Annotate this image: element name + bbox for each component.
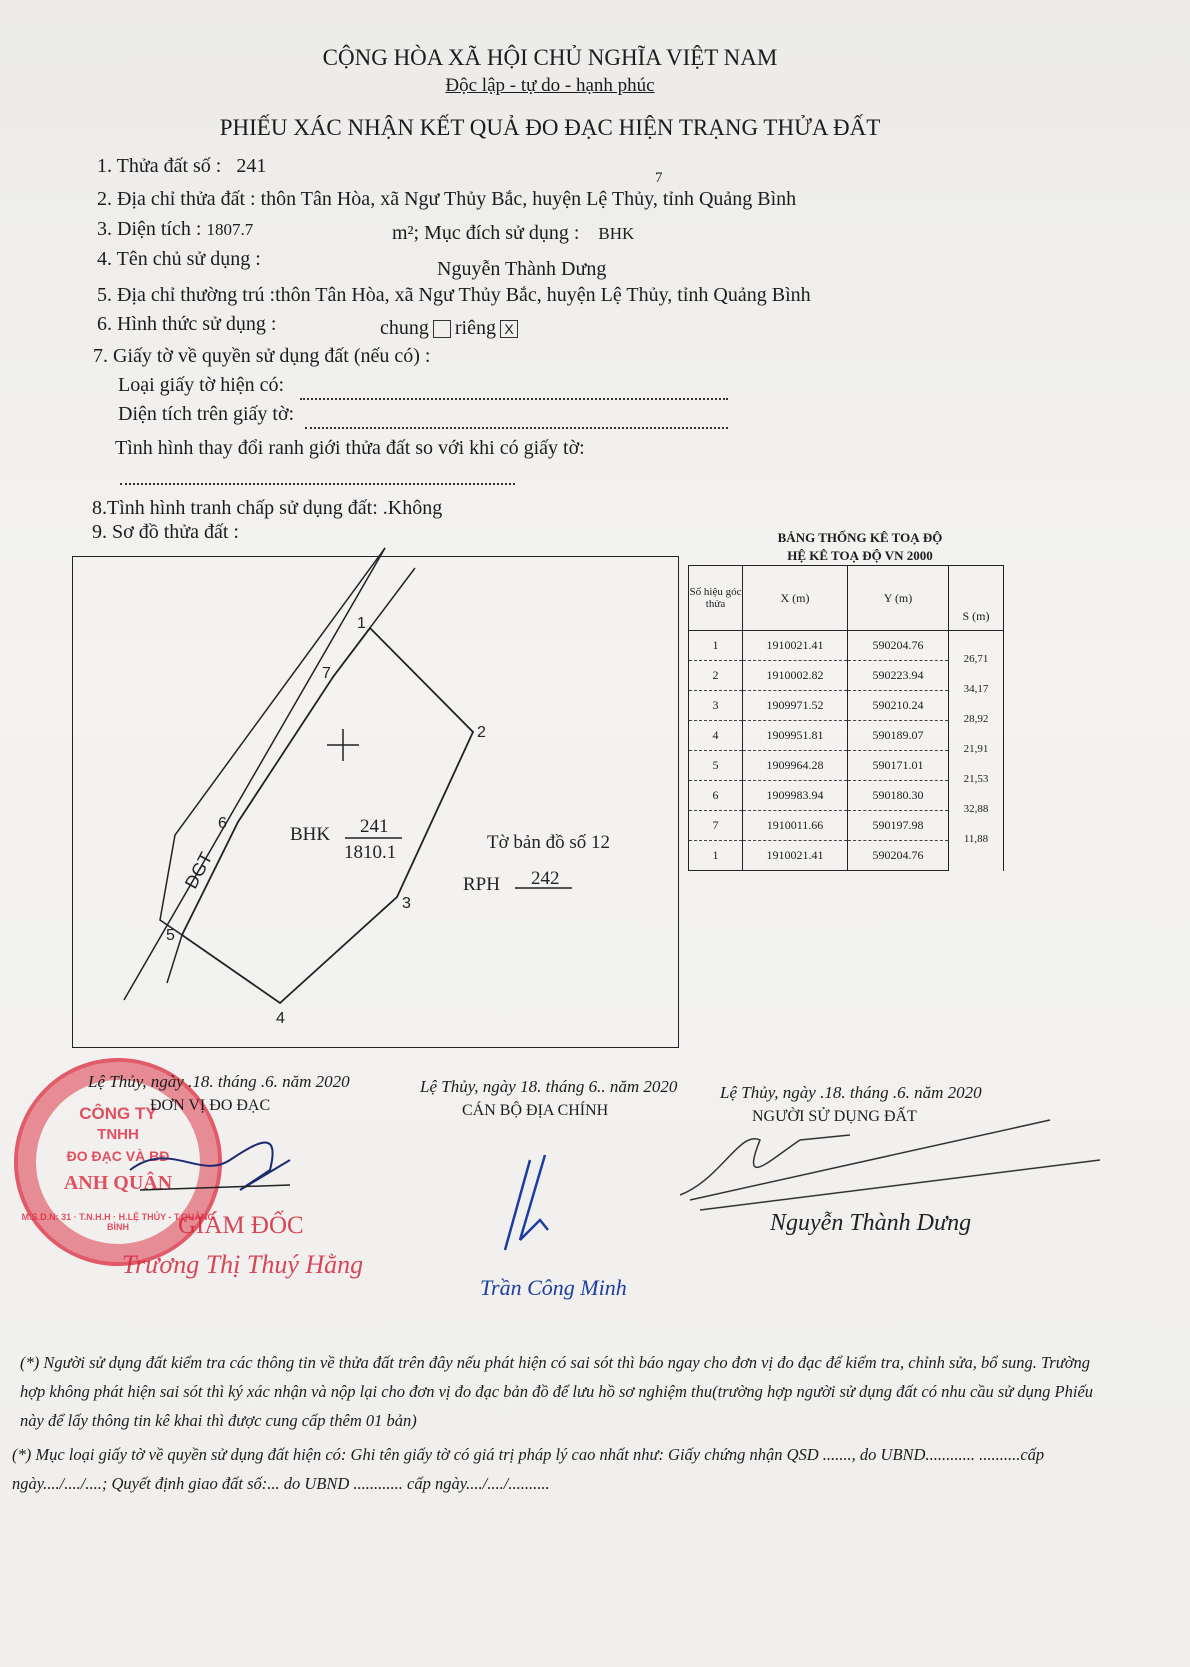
field-boundary-change: Tình hình thay đổi ranh giới thửa đất so với khi có giấy tờ: [115,437,585,459]
point-label: 1 [357,615,366,632]
neighbor-number: 242 [531,868,560,889]
point-id: 3 [689,691,743,721]
road-label: DGT [180,848,217,892]
y-coordinate: 590189.07 [848,721,949,751]
surveyor-date: Lệ Thủy, ngày .18. tháng .6. năm 2020 [88,1072,350,1091]
surveyor-signature [130,1143,290,1191]
point-id: 4 [689,721,743,751]
point-id: 5 [689,751,743,781]
y-coordinate: 590180.30 [848,781,949,811]
point-id: 6 [689,781,743,811]
official-date: Lệ Thủy, ngày 18. tháng 6.. năm 2020 [420,1077,678,1096]
parcel-number: 241 [360,816,389,837]
director-title: GIÁM ĐỐC [178,1212,304,1239]
point-label: 7 [322,665,331,682]
owner-name: Nguyễn Thành Dưng [770,1210,972,1236]
private-checkbox[interactable]: X [500,320,518,338]
y-coordinate: 590210.24 [848,691,949,721]
field-paper-type: Loại giấy tờ hiện có: [118,374,285,396]
map-sheet: Tờ bản đồ số 12 [487,832,610,853]
field-area: 3. Diện tích : 1807.7 [97,218,254,240]
nation-header: CỘNG HÒA XÃ HỘI CHỦ NGHĨA VIỆT NAM [322,45,778,70]
note-paper-types: (*) Mục loại giấy tờ về quyền sử dụng đất hiện có: Ghi tên giấy tờ có giá trị pháp lý cao nhất như: Giấy chứng nhận QSD ......., do UBND............ ..........cấp ngày..../..../....; Quyết định giao đất số:... do UBND ............ cấp ngày..../..../.......... [12,1445,1045,1493]
field-use-form-label: 6. Hình thức sử dụng : [97,313,277,335]
point-id: 1 [689,631,743,661]
director-name: Trương Thị Thuý Hằng [122,1250,364,1279]
page-mark: 7 [655,170,663,186]
document-title: PHIẾU XÁC NHẬN KẾT QUẢ ĐO ĐẠC HIỆN TRẠNG THỬA ĐẤT [219,115,881,140]
col-header: Y (m) [848,566,949,631]
x-coordinate: 1910011.66 [743,811,848,841]
table-title: BẢNG THỐNG KÊ TOẠ ĐỘ [777,530,943,545]
x-coordinate: 1909964.28 [743,751,848,781]
signatures [0,1100,1190,1320]
point-id: 2 [689,661,743,691]
field-purpose: m²; Mục đích sử dụng : BHK [392,222,635,244]
field-parcel-number: 1. Thửa đất số : 241 [97,155,267,177]
x-coordinate: 1910021.41 [743,841,848,871]
point-id: 7 [689,811,743,841]
surveyor-role: ĐƠN VỊ ĐO ĐẠC [150,1097,271,1114]
distance: 11,88 [949,833,1004,863]
x-coordinate: 1910021.41 [743,631,848,661]
col-header: Số hiệu góc thửa [689,566,743,631]
field-paper-area: Diện tích trên giấy tờ: [118,403,295,425]
official-name: Trần Công Minh [480,1275,627,1300]
neighbor-type: RPH [463,874,500,895]
point-label: 3 [402,895,411,912]
x-coordinate: 1909971.52 [743,691,848,721]
field-dispute: 8.Tình hình tranh chấp sử dụng đất: .Không [92,497,443,519]
y-coordinate: 590223.94 [848,661,949,691]
y-coordinate: 590204.76 [848,841,949,871]
distance: 26,71 [949,653,1004,683]
table-subtitle: HỆ KÊ TOẠ ĐỘ VN 2000 [787,548,933,563]
distance: 21,53 [949,773,1004,803]
field-owner-name: Nguyễn Thành Dưng [437,258,607,280]
col-header: X (m) [743,566,848,631]
official-signature [505,1155,548,1250]
parcel-area: 1810.1 [344,842,397,863]
point-label: 4 [276,1010,285,1027]
table-row [689,841,1004,871]
x-coordinate: 1909983.94 [743,781,848,811]
x-coordinate: 1910002.82 [743,661,848,691]
road-edge [124,548,385,1000]
distance: 32,88 [949,803,1004,833]
table-header [689,566,1004,631]
distance: 21,91 [949,743,1004,773]
motto: Độc lập - tự do - hạnh phúc [445,75,655,96]
field-use-form: chung riêng X [380,317,522,340]
field-residence: 5. Địa chỉ thường trú :thôn Tân Hòa, xã Ngư Thủy Bắc, huyện Lệ Thủy, tỉnh Quảng Bình [97,284,811,306]
distance: 28,92 [949,713,1004,743]
point-id: 1 [689,841,743,871]
owner-role: NGƯỜI SỬ DỤNG ĐẤT [752,1108,917,1125]
coordinate-table [688,565,1004,871]
y-coordinate: 590204.76 [848,631,949,661]
point-label: 5 [166,927,175,944]
y-coordinate: 590171.01 [848,751,949,781]
field-owner-label: 4. Tên chủ sử dụng : [97,248,261,270]
x-coordinate: 1909951.81 [743,721,848,751]
field-parcel-address: 2. Địa chỉ thửa đất : thôn Tân Hòa, xã Ngư Thủy Bắc, huyện Lệ Thủy, tỉnh Quảng Bình [97,188,797,210]
point-label: 6 [218,815,227,832]
owner-date: Lệ Thủy, ngày .18. tháng .6. năm 2020 [720,1083,982,1102]
owner-signature [680,1120,1100,1210]
field-papers-label: 7. Giấy tờ về quyền sử dụng đất (nếu có) : [93,345,431,367]
parcel-type: BHK [290,824,331,845]
col-header: S (m) [949,566,1004,631]
field-diagram-label: 9. Sơ đồ thửa đất : [92,521,239,543]
point-label: 2 [477,724,486,741]
y-coordinate: 590197.98 [848,811,949,841]
distance: 34,17 [949,683,1004,713]
note-verification: (*) Người sử dụng đất kiểm tra các thông tin về thửa đất trên đây nếu phát hiện có sai sót thì báo ngay cho đơn vị đo đạc để kiểm tra, chỉnh sửa, bổ sung. Trường hợp không phát hiện sai sót thì ký xác nhận và nộp lại cho đơn vị đo đạc bản đồ để lưu hồ sơ nghiệm thu(trường hợp người sử dụng đất có nhu cầu sử dụng Phiếu này để lấy thông tin kê khai thì được cung cấp thêm 01 bản) [20,1353,1094,1430]
company-stamp: CÔNG TY TNHH ĐO ĐẠC VÀ BĐ ANH QUÂN M.S.D.N: 31 · T.N.H.H · H.LỆ THỦY - T.QUẢNG BÌNH [14,1058,222,1266]
official-role: CÁN BỘ ĐỊA CHÍNH [462,1102,609,1119]
